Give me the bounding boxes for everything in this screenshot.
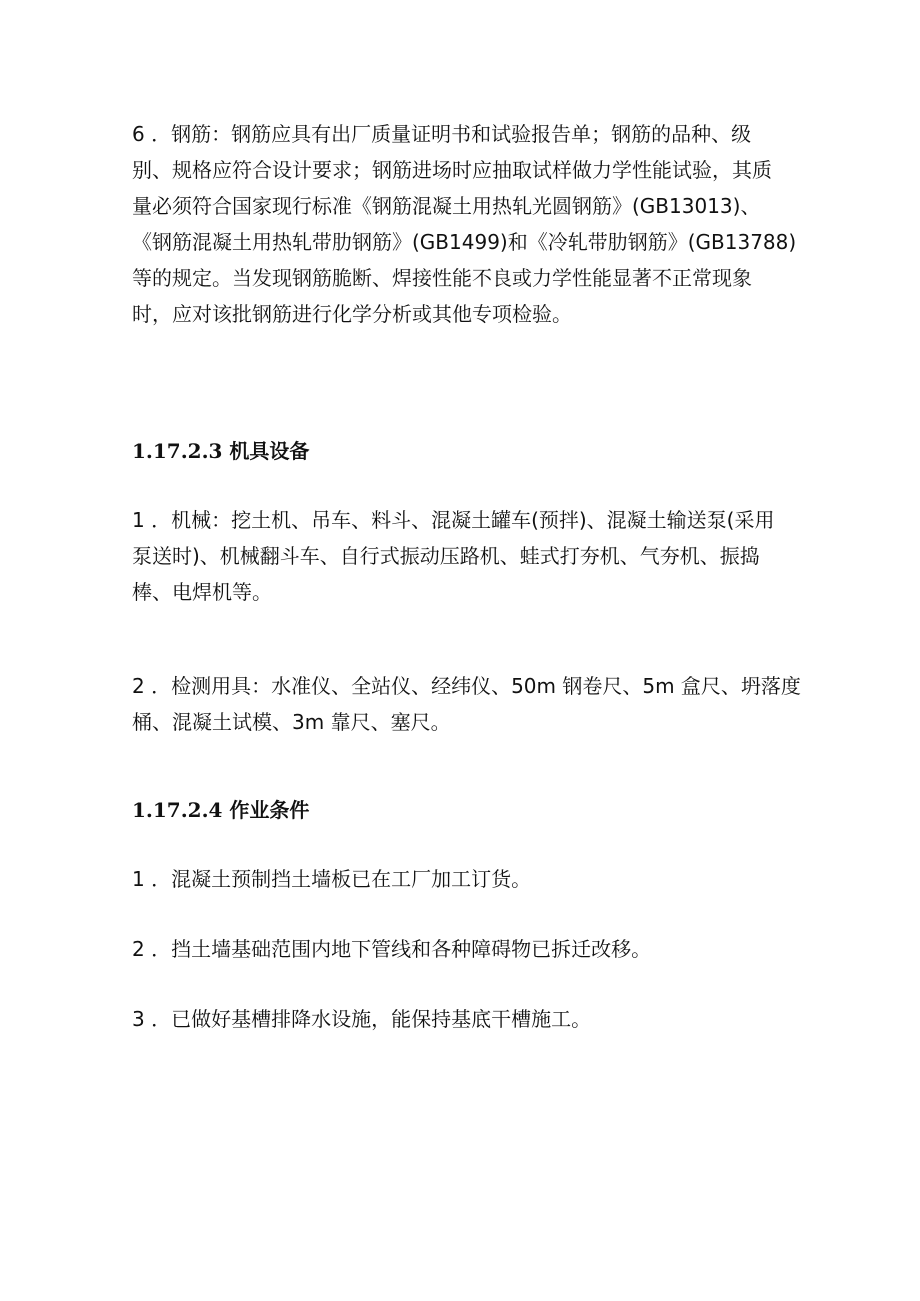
paragraph-line: 别、规格应符合设计要求；钢筋进场时应抽取试样做力学性能试验，其质: [132, 158, 772, 182]
steel-requirements-paragraph: [132, 116, 797, 332]
paragraph-line: 棒、电焊机等。: [132, 580, 272, 604]
paragraph-line: 1 ．机械：挖土机、吊车、料斗、混凝土罐车(预拌)、混凝土输送泵(采用: [132, 508, 775, 532]
paragraph-line: 《钢筋混凝土用热轧带肋钢筋》(GB1499)和《冷轧带肋钢筋》(GB13788): [132, 230, 797, 254]
section-heading-conditions: 1.17.2.4 作业条件: [132, 798, 310, 822]
paragraph-line: 等的规定。当发现钢筋脆断、焊接性能不良或力学性能显著不正常现象: [132, 266, 752, 290]
condition-item-3: 3 ．已做好基槽排降水设施，能保持基底干槽施工。: [132, 1007, 592, 1031]
paragraph-line: 时，应对该批钢筋进行化学分析或其他专项检验。: [132, 302, 572, 326]
paragraph-line: 6 ．钢筋：钢筋应具有出厂质量证明书和试验报告单；钢筋的品种、级: [132, 122, 752, 146]
condition-item-1: 1 ．混凝土预制挡土墙板已在工厂加工订货。: [132, 867, 532, 891]
section-heading-equipment: 1.17.2.3 机具设备: [132, 439, 310, 463]
paragraph-line: 量必须符合国家现行标准《钢筋混凝土用热轧光圆钢筋》(GB13013)、: [132, 194, 761, 218]
paragraph-line: 2 ．检测用具：水准仪、全站仪、经纬仪、50m 钢卷尺、5m 盒尺、坍落度: [132, 674, 801, 698]
paragraph-line: 泵送时)、机械翻斗车、自行式振动压路机、蛙式打夯机、气夯机、振捣: [132, 544, 760, 568]
paragraph-line: 桶、混凝土试模、3m 靠尺、塞尺。: [132, 710, 451, 734]
condition-item-2: 2 ．挡土墙基础范围内地下管线和各种障碍物已拆迁改移。: [132, 937, 652, 961]
equipment-testing-tools-item: [132, 668, 801, 740]
equipment-machinery-item: [132, 502, 792, 610]
